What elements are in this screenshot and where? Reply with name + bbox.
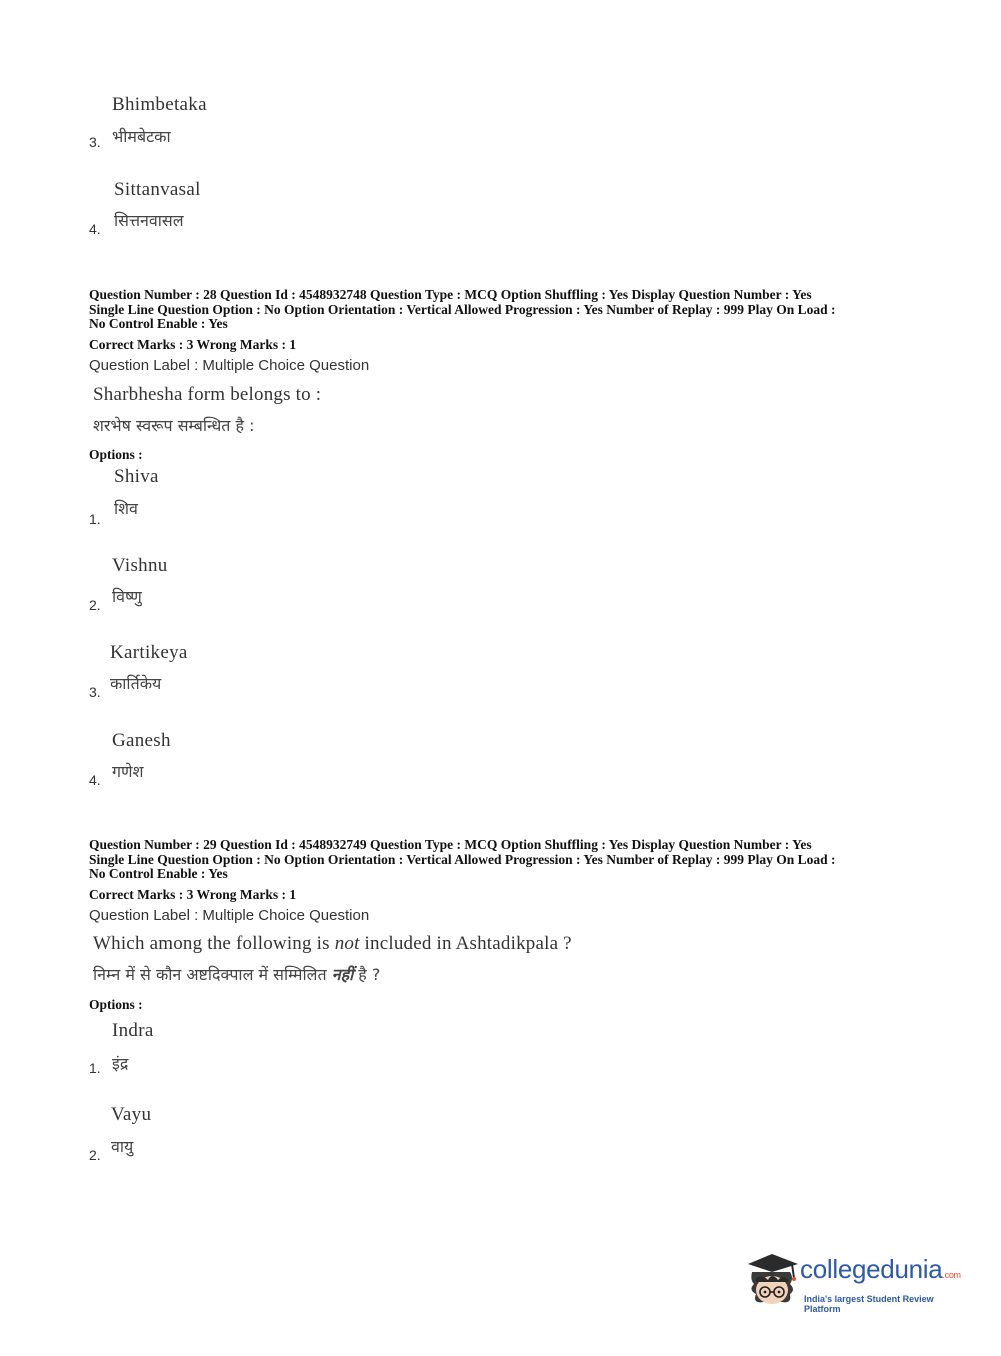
question-meta: [89, 288, 919, 332]
option-text-hi: भीमबेटका: [112, 127, 171, 146]
question-meta-line: No Control Enable : Yes: [89, 316, 228, 331]
option-text-en: Shiva: [114, 466, 159, 487]
logo-name: collegedunia: [800, 1254, 943, 1284]
option-number: 3.: [89, 684, 101, 700]
option-text-hi: गणेश: [112, 762, 144, 781]
option-text-en: Vishnu: [112, 555, 168, 576]
option-text-en: Indra: [112, 1020, 154, 1041]
options-heading: Options :: [89, 447, 143, 462]
question-meta-line: Single Line Question Option : No Option Orientation : Vertical Allowed Progression : Yes Number of Replay : 999 Play On Load :: [89, 851, 836, 867]
collegedunia-logo: [742, 1250, 972, 1320]
option-number: 1.: [89, 511, 101, 527]
logo-tagline: India's largest Student Review Platform: [804, 1294, 934, 1314]
option-text-en: Sittanvasal: [114, 179, 201, 200]
option-text-en: Bhimbetaka: [112, 94, 207, 115]
question-text-hi: शरभेष स्वरूप सम्बन्धित है :: [93, 416, 255, 435]
option-number: 4.: [89, 772, 101, 788]
question-text-emphasis: नहीं: [331, 965, 354, 984]
mascot-icon: [742, 1250, 802, 1310]
question-label: Question Label : Multiple Choice Question: [89, 907, 370, 924]
option-number: 4.: [89, 221, 101, 237]
question-text-part: Which among the following is: [93, 933, 335, 954]
question-text-part: निम्न में से कौन अष्टदिक्पाल में सम्मिलित: [93, 965, 332, 984]
question-marks: Correct Marks : 3 Wrong Marks : 1: [89, 887, 297, 902]
question-text-part: included in Ashtadikpala ?: [359, 933, 572, 954]
option-text-en: Kartikeya: [110, 642, 188, 663]
question-meta-line: Single Line Question Option : No Option Orientation : Vertical Allowed Progression : Yes Number of Replay : 999 Play On Load :: [89, 301, 836, 317]
option-number: 2.: [89, 1147, 101, 1163]
option-number: 1.: [89, 1060, 101, 1076]
option-text-hi: वायु: [111, 1137, 134, 1156]
logo-suffix: .com: [942, 1270, 961, 1280]
question-text-hi: [93, 963, 380, 985]
option-text-hi: इंद्र: [112, 1054, 129, 1073]
question-meta-line: Question Number : 28 Question Id : 4548932748 Question Type : MCQ Option Shuffling : Yes Display Question Number : Yes: [89, 287, 812, 302]
option-text-hi: शिव: [114, 499, 138, 518]
question-text-emphasis: not: [334, 933, 360, 954]
question-meta-line: Question Number : 29 Question Id : 4548932749 Question Type : MCQ Option Shuffling : Yes Display Question Number : Yes: [89, 837, 812, 852]
logo-wordmark: [800, 1254, 961, 1285]
question-text-en: [93, 933, 572, 955]
option-text-hi: विष्णु: [112, 587, 142, 606]
option-text-en: Vayu: [111, 1104, 152, 1125]
option-text-hi: कार्तिकेय: [110, 674, 162, 693]
question-label: Question Label : Multiple Choice Question: [89, 357, 370, 374]
question-meta: [89, 838, 919, 882]
option-text-en: Ganesh: [112, 730, 171, 751]
question-text-part: है ?: [353, 965, 381, 984]
question-marks: Correct Marks : 3 Wrong Marks : 1: [89, 337, 297, 352]
option-number: 3.: [89, 134, 101, 150]
options-heading: Options :: [89, 997, 143, 1012]
option-number: 2.: [89, 597, 101, 613]
option-text-hi: सित्तनवासल: [114, 211, 184, 230]
question-meta-line: No Control Enable : Yes: [89, 866, 228, 881]
question-text-en: Sharbhesha form belongs to :: [93, 384, 322, 405]
